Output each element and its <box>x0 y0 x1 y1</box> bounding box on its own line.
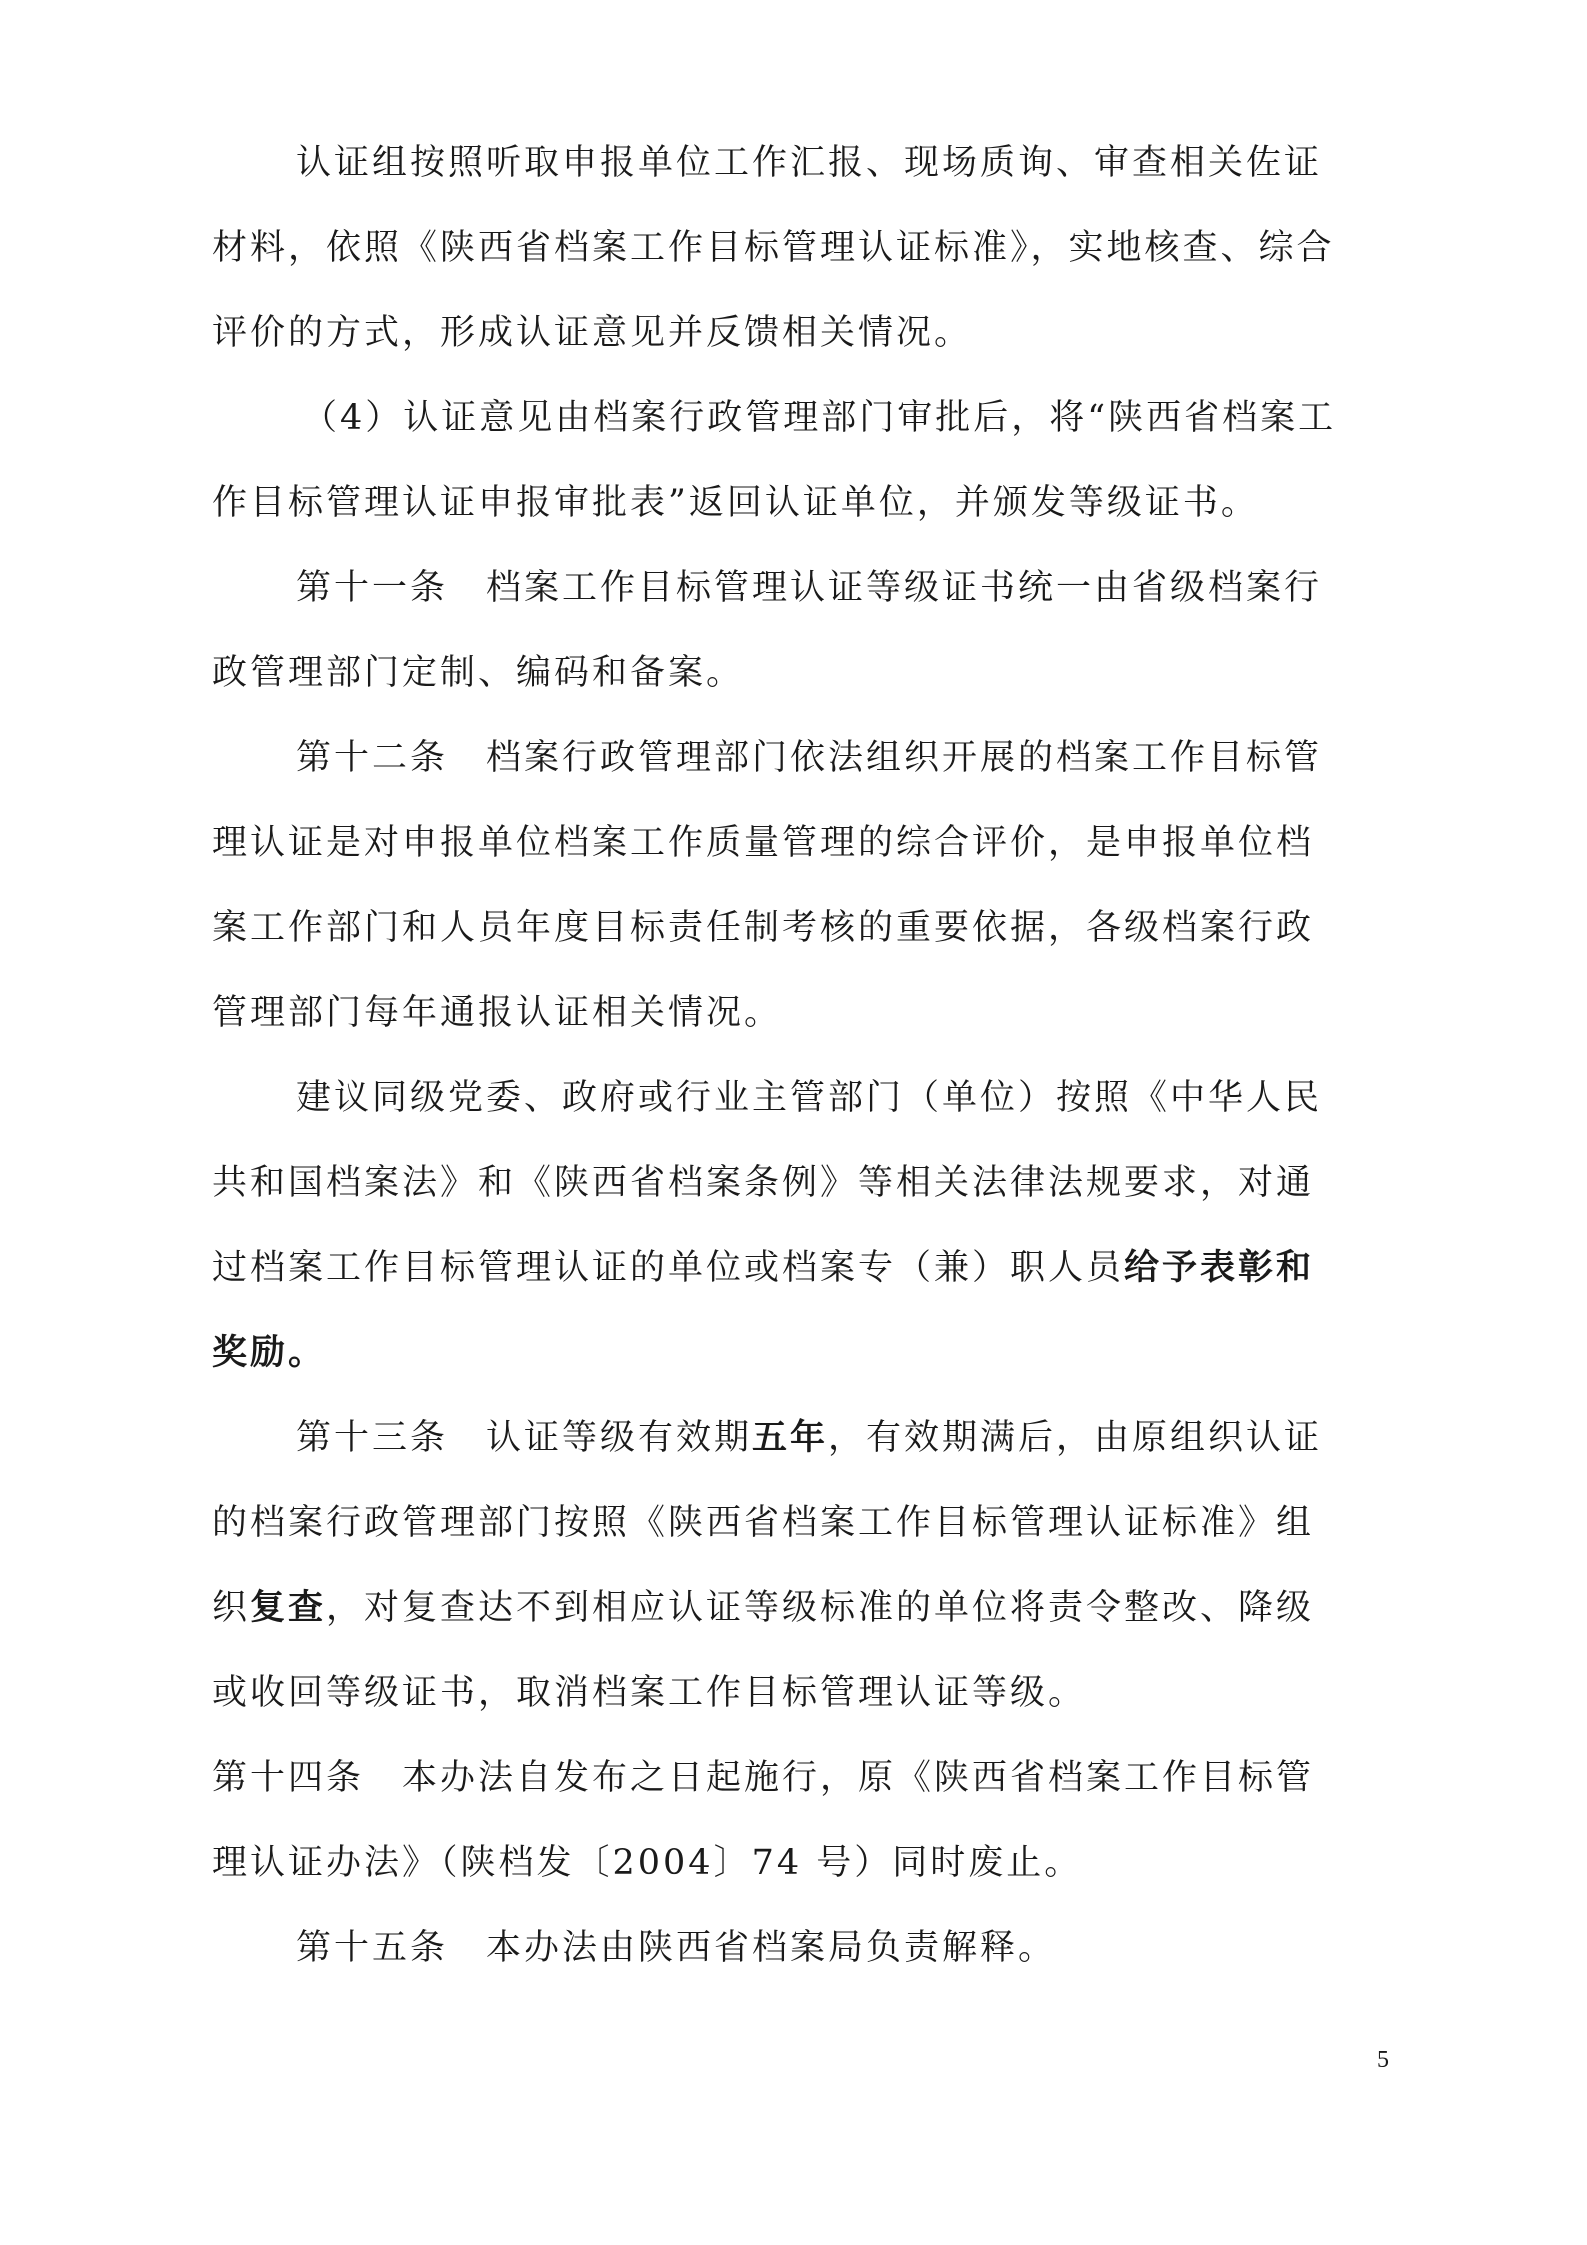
paragraph-line: 评价的方式，形成认证意见并反馈相关情况。 <box>212 313 973 353</box>
article-15-line: 第十五条 本办法由陕西省档案局负责解释。 <box>296 1928 1057 1968</box>
paragraph-line: 理认证是对申报单位档案工作质量管理的综合评价，是申报单位档 <box>212 823 1315 863</box>
article-12-line: 第十二条 档案行政管理部门依法组织开展的档案工作目标管 <box>296 738 1323 778</box>
line-text: 第十三条 认证等级有效期 <box>296 1418 753 1458</box>
page-number: 5 <box>1377 2047 1389 2073</box>
paragraph-line: 建议同级党委、政府或行业主管部门（单位）按照《中华人民 <box>296 1078 1323 1118</box>
paragraph-line: 材料，依照《陕西省档案工作目标管理认证标准》，实地核查、综合 <box>212 228 1335 268</box>
paragraph-line: 理认证办法》（陕档发〔2004〕74 号）同时废止。 <box>212 1843 1083 1883</box>
bold-emphasis: 奖励。 <box>212 1332 327 1373</box>
paragraph-line: （4）认证意见由档案行政管理部门审批后，将“陕西省档案工 <box>302 398 1337 438</box>
paragraph-line <box>212 1238 1392 1298</box>
paragraph-line <box>212 1578 1392 1638</box>
article-13-line <box>296 1408 1476 1468</box>
paragraph-line: 作目标管理认证申报审批表”返回认证单位，并颁发等级证书。 <box>212 483 1259 523</box>
line-text: ，有效期满后，由原组织认证 <box>828 1418 1323 1458</box>
paragraph-line <box>212 1323 1392 1383</box>
line-text: 织 <box>212 1588 251 1628</box>
line-text: 过档案工作目标管理认证的单位或档案专（兼）职人员 <box>212 1248 1125 1288</box>
article-14-line: 第十四条 本办法自发布之日起施行，原《陕西省档案工作目标管 <box>212 1758 1315 1798</box>
paragraph-line: 或收回等级证书，取消档案工作目标管理认证等级。 <box>212 1673 1087 1713</box>
bold-emphasis: 复查 <box>250 1587 327 1628</box>
paragraph-line: 的档案行政管理部门按照《陕西省档案工作目标管理认证标准》组 <box>212 1503 1315 1543</box>
line-text: ，对复查达不到相应认证等级标准的单位将责令整改、降级 <box>326 1588 1315 1628</box>
paragraph-line: 共和国档案法》和《陕西省档案条例》等相关法律法规要求，对通 <box>212 1163 1315 1203</box>
paragraph-line: 政管理部门定制、编码和备案。 <box>212 653 745 693</box>
paragraph-line: 案工作部门和人员年度目标责任制考核的重要依据，各级档案行政 <box>212 908 1315 948</box>
paragraph-line: 管理部门每年通报认证相关情况。 <box>212 993 783 1033</box>
bold-emphasis: 五年 <box>752 1417 829 1458</box>
bold-emphasis: 给予表彰和 <box>1124 1247 1315 1288</box>
paragraph-line: 认证组按照听取申报单位工作汇报、现场质询、审查相关佐证 <box>296 143 1323 183</box>
article-11-line: 第十一条 档案工作目标管理认证等级证书统一由省级档案行 <box>296 568 1323 608</box>
